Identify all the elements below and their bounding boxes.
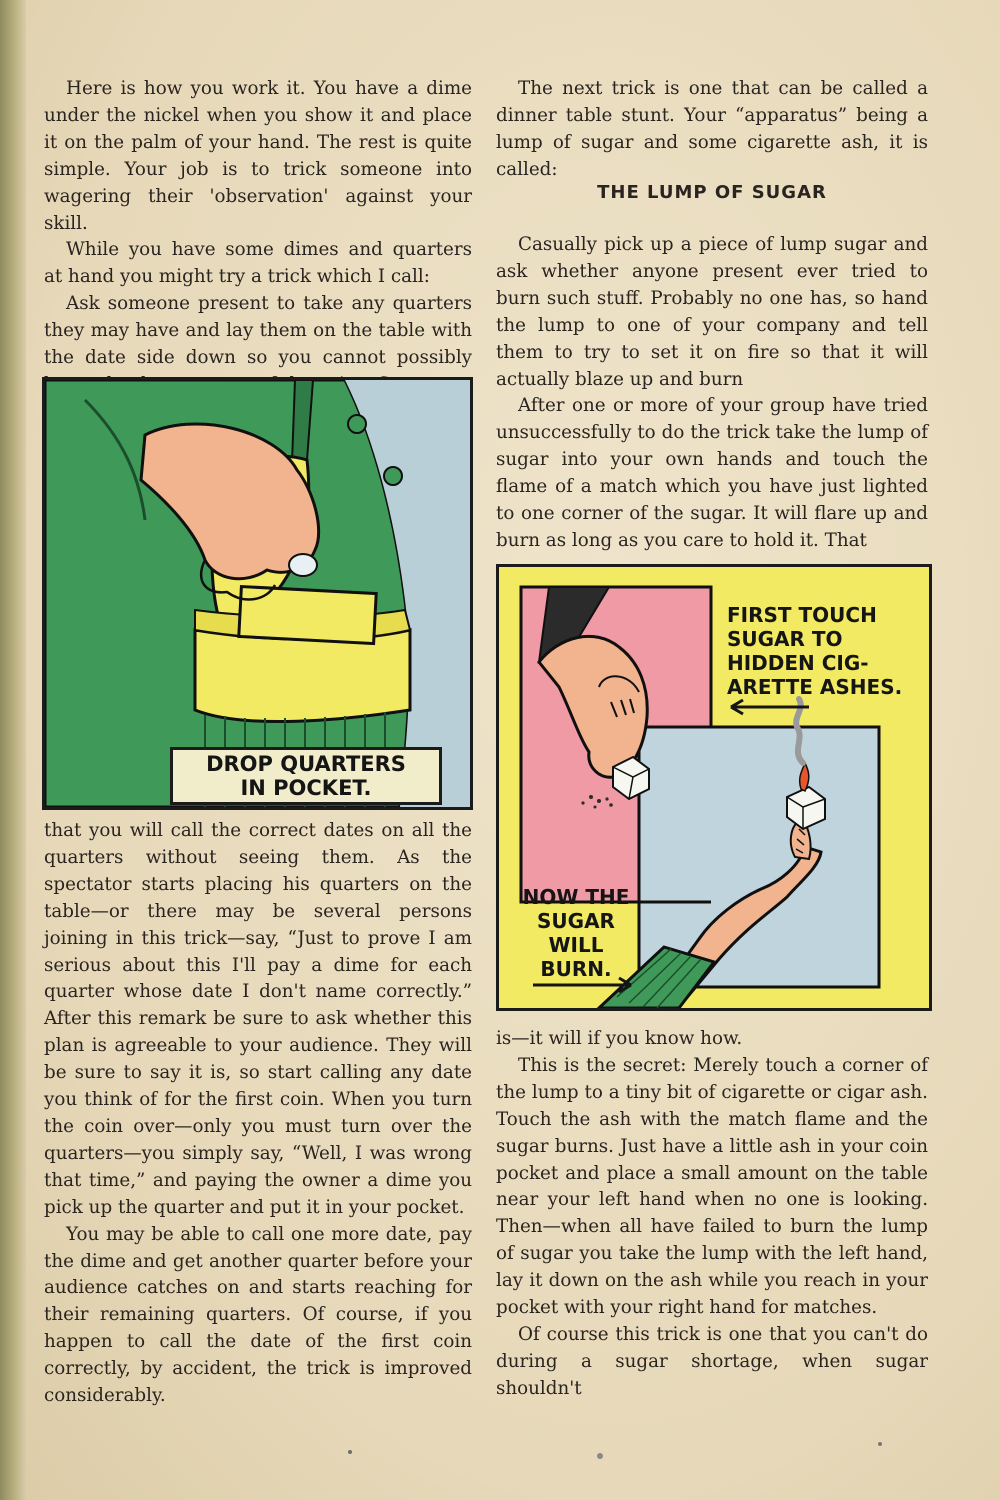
quarters-pocket-drawing — [45, 380, 470, 807]
paragraph: Casually pick up a piece of lump sugar and ask whether anyone present ever tried to burn such stuff. Probably no one has, so hand the lump to one of your company and tell them to try to set it on fire so that it will actually blaze up and burn — [496, 234, 928, 390]
caption-line: IN POCKET. — [240, 776, 372, 800]
paragraph: This is the secret: Merely touch a corner of the lump to a tiny bit of cigarette or cigar ash. Touch the ash with the match flame and the sugar burns. Just have a little ash in your coin pocket and place a small amount on the table near your left hand when no one is looking. Then—when all have failed to burn the lump of sugar you take the lump with the left hand, lay it down on the ash while you reach in your pocket with your right hand for matches. — [496, 1054, 928, 1319]
caption-drop-quarters — [170, 747, 442, 805]
left-column-top-text — [44, 76, 472, 399]
paragraph: that you will call the correct dates on all the quarters without seeing them. As the spectator starts placing his quarters on the table—or there may be several persons joining in this trick—say, “Just to prove I am serious about this I'll pay a dime for each quarter whose date I don't name correctly.” After this remark be sure to ask whether this plan is agreeable to your audience. They will be sure to say it is, so start calling any date you think of for the first coin. When you turn the coin over—only you must turn over the quarters—you simply say, “Well, I was wrong that time,” and paying the owner a dime you pick up the quarter and put it in your pocket. — [44, 820, 472, 1218]
print-specks — [330, 1432, 930, 1472]
instruction-line: NOW THE — [522, 885, 630, 909]
paragraph: Of course this trick is one that you can't do during a sugar shortage, when sugar shouldn't — [496, 1323, 928, 1399]
right-column-bottom-text — [496, 1026, 928, 1403]
arrow-left-icon — [721, 697, 811, 717]
paragraph: After one or more of your group have tried unsuccessfully to do the trick take the lump of sugar into your own hands and touch the flame of a match which you have just lighted to one corner of the sugar. It will flare up and burn as long as you care to hold it. That — [496, 395, 928, 551]
left-column-bottom-text — [44, 818, 472, 1410]
paragraph: The next trick is one that can be called a dinner table stunt. Your “apparatus” being a lump of sugar and some cigarette ash, it is called: — [496, 78, 928, 180]
paragraph: You may be able to call one more date, pay the dime and get another quarter before your audience catches on and starts reaching for their remaining quarters. Of course, if you happen to call the date of the first coin correctly, by accident, the trick is improved considerably. — [44, 1223, 472, 1407]
paragraph: Here is how you work it. You have a dime under the nickel when you show it and place it on the palm of your hand. The rest is quite simple. Your job is to trick someone into wagering their 'observation' against your skill. — [44, 78, 472, 234]
right-column-middle-text — [496, 232, 928, 555]
instruction-line: WILL — [548, 933, 604, 957]
paragraph: While you have some dimes and quarters at hand you might try a trick which I call: — [44, 239, 472, 288]
instruction-now-burn — [511, 885, 641, 981]
instruction-line: HIDDEN CIG- — [727, 651, 869, 675]
instruction-line: SUGAR — [537, 909, 615, 933]
illustration-lump-of-sugar — [496, 564, 932, 1011]
paragraph: is—it will if you know how. — [496, 1028, 743, 1049]
instruction-line: FIRST TOUCH — [727, 603, 877, 627]
arrow-right-icon — [531, 975, 641, 995]
caption-line: DROP QUARTERS — [206, 752, 406, 776]
instruction-first-touch — [727, 603, 927, 699]
page-binding-edge — [0, 0, 26, 1500]
instruction-line: ARETTE ASHES. — [727, 675, 903, 699]
paragraph: Ask someone present to take any quarters they may have and lay them on the table with the date side down so you cannot possibly — [44, 293, 472, 369]
instruction-line: SUGAR TO — [727, 627, 843, 651]
right-column-intro-text — [496, 76, 928, 184]
instruction-line: BURN. — [540, 957, 612, 981]
section-heading: THE LUMP OF SUGAR — [597, 182, 827, 203]
illustration-drop-quarters — [42, 377, 473, 810]
